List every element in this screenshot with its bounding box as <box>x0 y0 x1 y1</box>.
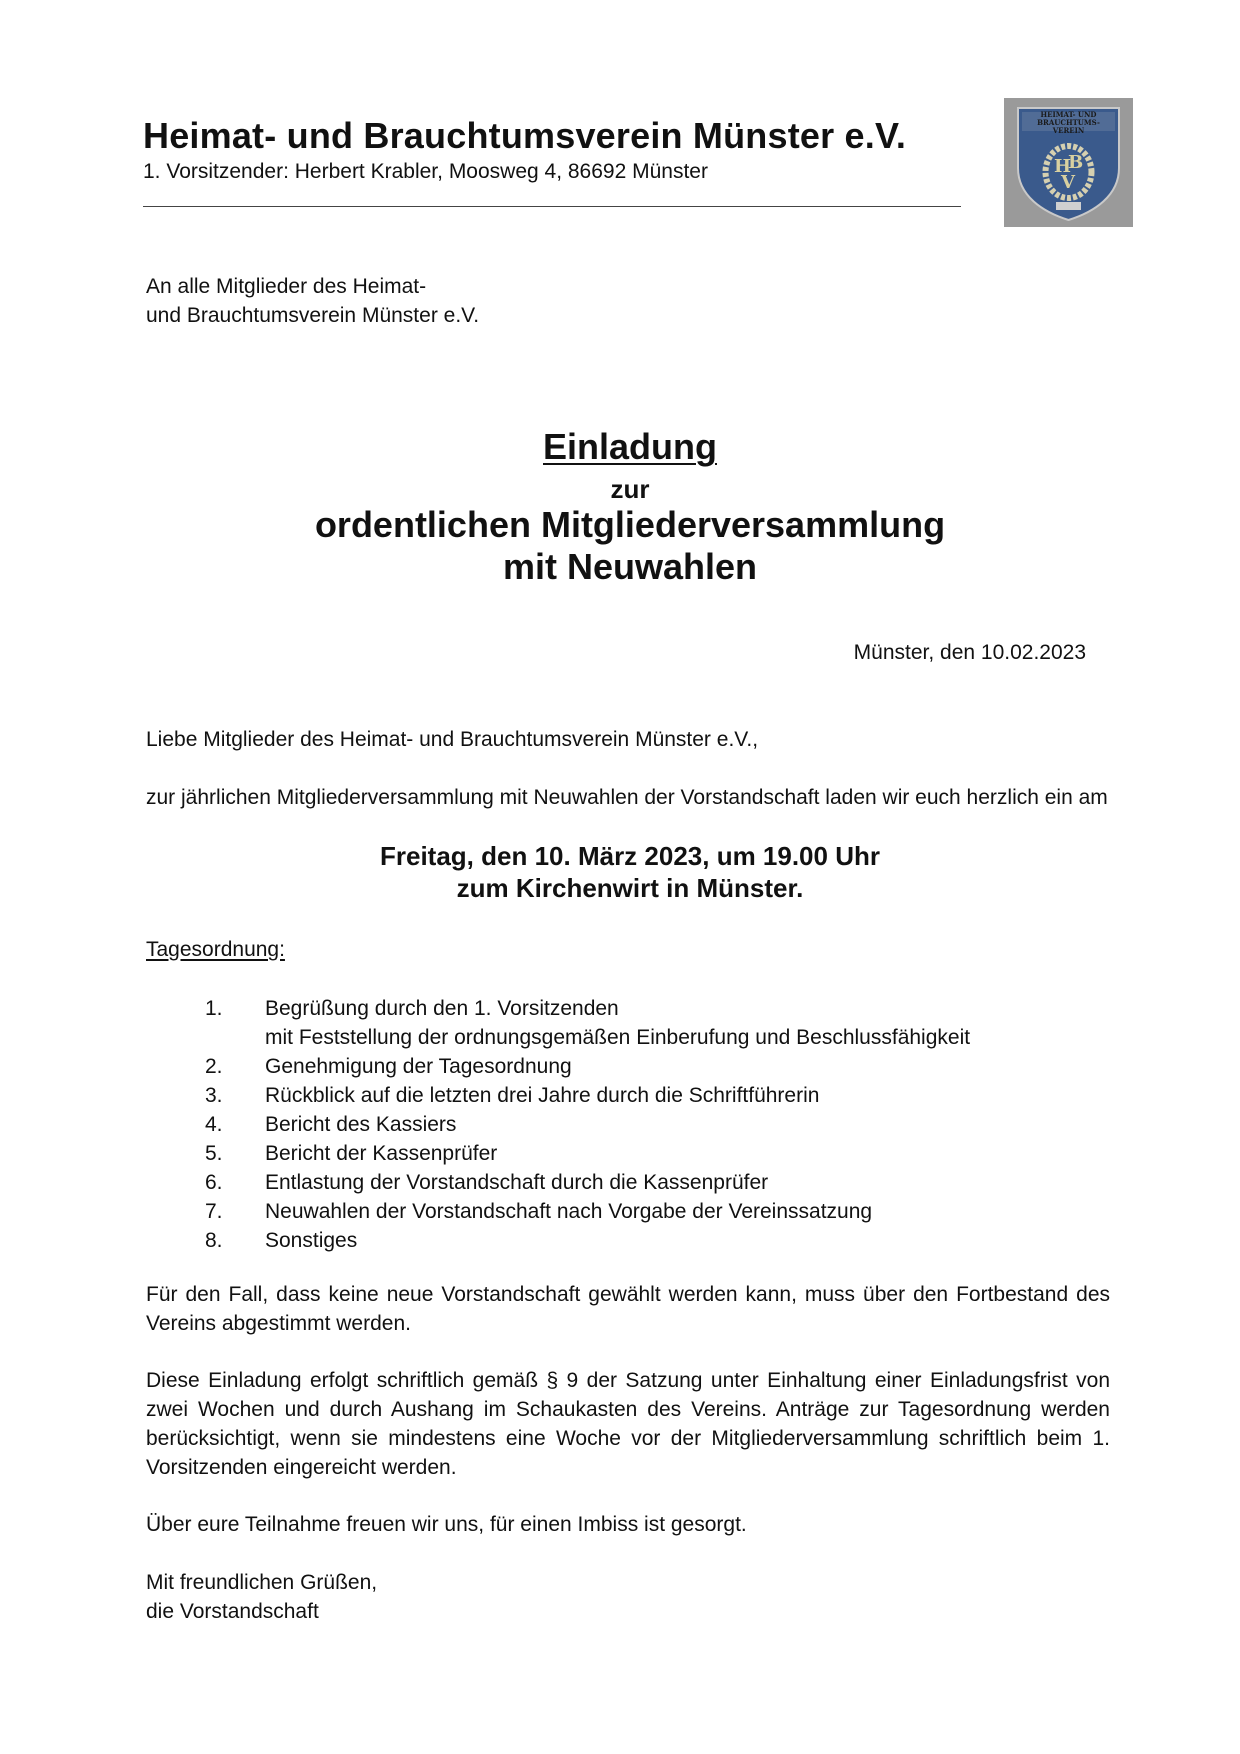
agenda-item <box>146 994 1106 1052</box>
paragraph-invitation-terms: Diese Einladung erfolgt schriftlich gemäß § 9 der Satzung unter Einhaltung einer Einladungsfrist von zwei Wochen und durch Aushang im Schaukasten des Vereins. Anträge zur Tagesordnung werden berücksichtigt, wenn sie mindestens eine Woche vor der Mitgliederversammlung schriftlich beim 1. Vorsitzenden eingereicht werden. <box>146 1369 1110 1479</box>
salutation: Liebe Mitglieder des Heimat- und Brauchtumsverein Münster e.V., <box>146 728 759 751</box>
agenda-item-text: Entlastung der Vorstandschaft durch die Kassenprüfer <box>265 1171 769 1194</box>
agenda-item <box>146 1197 1106 1226</box>
agenda-item-number: 8. <box>205 1229 223 1252</box>
title-line-1: ordentlichen Mitgliederversammlung <box>314 504 946 545</box>
agenda-item-text: Genehmigung der Tagesordnung <box>265 1055 572 1078</box>
title-einladung: Einladung <box>543 426 717 467</box>
agenda-item-number: 1. <box>205 997 223 1020</box>
header-divider <box>143 206 961 207</box>
agenda-item-text: Bericht des Kassiers <box>265 1113 457 1136</box>
agenda-item <box>146 1139 1106 1168</box>
agenda-item-number: 7. <box>205 1200 223 1223</box>
svg-text:VEREIN: VEREIN <box>1052 126 1085 135</box>
agenda-item-text: Bericht der Kassenprüfer <box>265 1142 498 1165</box>
agenda-item <box>146 1110 1106 1139</box>
title-zur: zur <box>610 474 650 504</box>
svg-text:B: B <box>1068 152 1084 173</box>
svg-text:V: V <box>1061 172 1075 193</box>
agenda-item-subtext: mit Feststellung der ordnungsgemäßen Einberufung und Beschlussfähigkeit <box>265 1026 971 1049</box>
meeting-details <box>0 840 1240 904</box>
agenda-item-number: 4. <box>205 1113 223 1136</box>
agenda-item-text: Sonstiges <box>265 1229 358 1252</box>
agenda-item-number: 5. <box>205 1142 223 1165</box>
addressee-line: An alle Mitglieder des Heimat- <box>146 275 427 298</box>
letter-date: Münster, den 10.02.2023 <box>853 641 1086 664</box>
intro-sentence: zur jährlichen Mitgliederversammlung mit Neuwahlen der Vorstandschaft laden wir euch herzlich ein am <box>146 786 1108 809</box>
paragraph-continuation: Für den Fall, dass keine neue Vorstandschaft gewählt werden kann, muss über den Fortbestand des Vereins abgestimmt werden. <box>146 1283 1110 1335</box>
paragraph-attendance: Über eure Teilnahme freuen wir uns, für einen Imbiss ist gesorgt. <box>146 1513 747 1536</box>
agenda-heading: Tagesordnung: <box>146 938 285 961</box>
closing-signature: die Vorstandschaft <box>146 1600 319 1623</box>
meeting-datetime: Freitag, den 10. März 2023, um 19.00 Uhr <box>380 841 880 871</box>
agenda-item <box>146 1081 1106 1110</box>
agenda-item <box>146 1052 1106 1081</box>
agenda-item-text: Begrüßung durch den 1. Vorsitzenden <box>265 997 619 1020</box>
meeting-location: zum Kirchenwirt in Münster. <box>456 873 804 903</box>
agenda-item-text: Neuwahlen der Vorstandschaft nach Vorgabe der Vereinssatzung <box>265 1200 873 1223</box>
addressee-block <box>146 272 479 330</box>
addressee-line: und Brauchtumsverein Münster e.V. <box>146 304 480 327</box>
agenda-item-number: 3. <box>205 1084 223 1107</box>
agenda-item <box>146 1226 1106 1255</box>
agenda-item-number: 2. <box>205 1055 223 1078</box>
closing-block <box>146 1568 377 1626</box>
svg-text:BRAUCHTUMS-: BRAUCHTUMS- <box>1037 118 1100 127</box>
svg-text:HEIMAT- UND: HEIMAT- UND <box>1040 110 1097 119</box>
agenda-item <box>146 1168 1106 1197</box>
svg-text:H: H <box>1054 156 1072 177</box>
chair-address-line: 1. Vorsitzender: Herbert Krabler, Moosweg 4, 86692 Münster <box>143 160 708 183</box>
agenda-item-text: Rückblick auf die letzten drei Jahre durch die Schriftführerin <box>265 1084 820 1107</box>
closing-greeting: Mit freundlichen Grüßen, <box>146 1571 378 1594</box>
organization-name: Heimat- und Brauchtumsverein Münster e.V. <box>143 115 907 156</box>
title-line-2: mit Neuwahlen <box>502 546 758 587</box>
agenda-list <box>146 994 1106 1255</box>
agenda-item-number: 6. <box>205 1171 223 1194</box>
club-crest-icon <box>1004 98 1133 227</box>
